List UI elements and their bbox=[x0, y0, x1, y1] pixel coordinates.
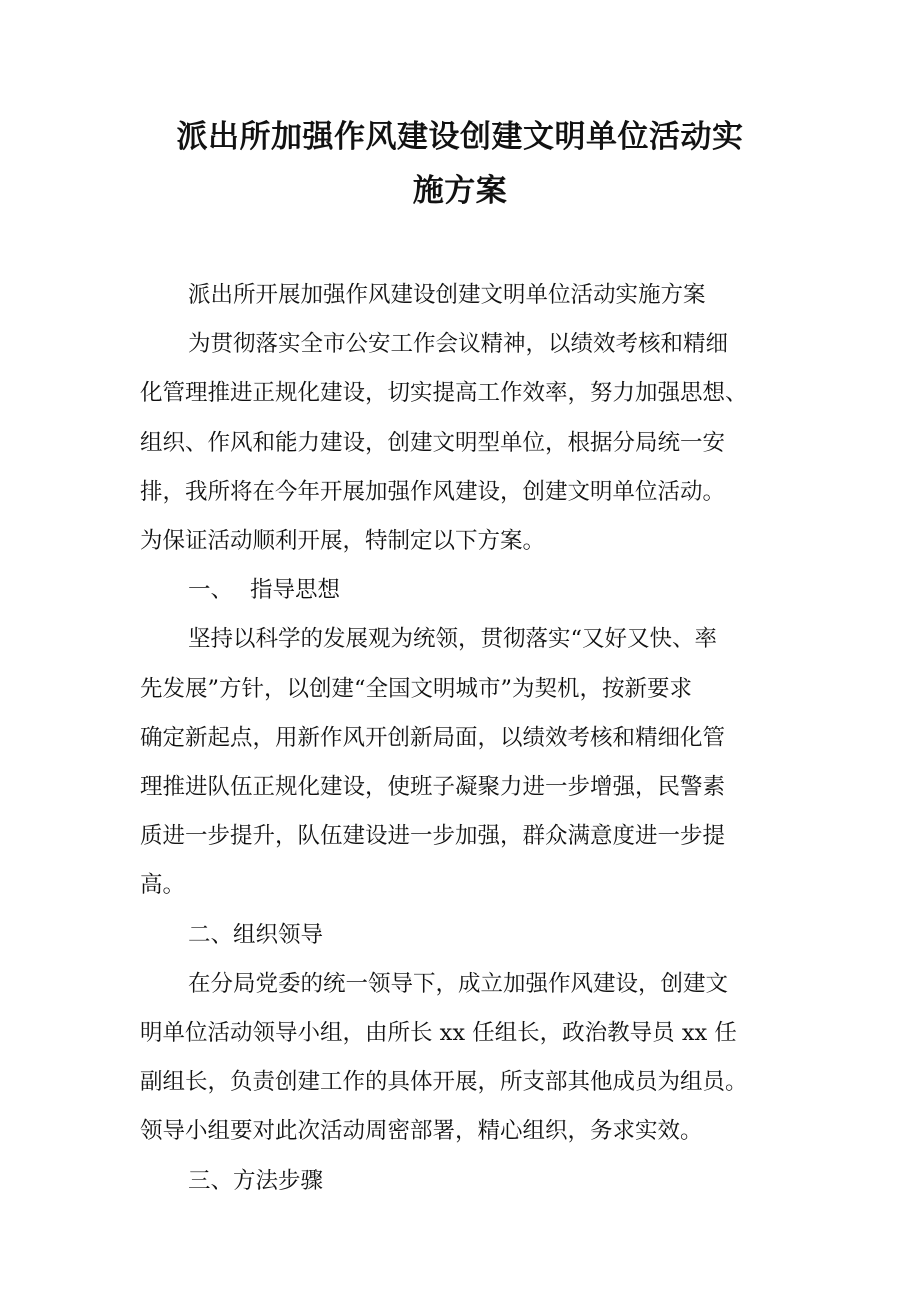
section-1-line-2: 先发展”方针，以创建“全国文明城市”为契机，按新要求 bbox=[140, 675, 693, 702]
intro-line-4: 排，我所将在今年开展加强作风建设，创建文明单位活动。 bbox=[140, 478, 726, 505]
section-1-number: 一、 bbox=[188, 577, 234, 604]
document-title bbox=[120, 110, 800, 218]
section-1-heading: 指导思想 bbox=[250, 577, 341, 604]
section-1-line-3: 确定新起点，用新作风开创新局面，以绩效考核和精细化管 bbox=[140, 724, 726, 751]
section-2-line-4: 领导小组要对此次活动周密部署，精心组织，务求实效。 bbox=[140, 1118, 703, 1145]
title-line-1: 派出所加强作风建设创建文明单位活动实 bbox=[176, 119, 744, 155]
section-3-heading: 三、方法步骤 bbox=[188, 1167, 324, 1194]
section-2-line-1: 在分局党委的统一领导下，成立加强作风建设，创建文 bbox=[188, 970, 729, 997]
title-line-2: 施方案 bbox=[412, 173, 508, 209]
section-1-line-4: 理推进队伍正规化建设，使班子凝聚力进一步增强，民警素 bbox=[140, 774, 726, 801]
section-1-line-1: 坚持以科学的发展观为统领，贯彻落实“又好又快、率 bbox=[188, 626, 718, 653]
section-2-heading: 二、组织领导 bbox=[188, 921, 324, 948]
subtitle-line: 派出所开展加强作风建设创建文明单位活动实施方案 bbox=[188, 282, 706, 308]
document-body bbox=[140, 271, 782, 1206]
intro-line-3: 组织、作风和能力建设，创建文明型单位，根据分局统一安 bbox=[140, 429, 726, 456]
intro-line-2: 化管理推进正规化建设，切实提高工作效率，努力加强思想、 bbox=[140, 380, 748, 407]
section-1-line-6: 高。 bbox=[140, 872, 186, 899]
section-1-heading-line bbox=[140, 566, 782, 615]
section-2-line-2: 明单位活动领导小组，由所长 xx 任组长，政治教导员 xx 任 bbox=[140, 1020, 737, 1047]
intro-line-1: 为贯彻落实全市公安工作会议精神，以绩效考核和精细 bbox=[188, 331, 729, 358]
section-1-line-5: 质进一步提升，队伍建设进一步加强，群众满意度进一步提 bbox=[140, 823, 726, 850]
section-2-line-3: 副组长，负责创建工作的具体开展，所支部其他成员为组员。 bbox=[140, 1069, 748, 1096]
intro-line-5: 为保证活动顺利开展，特制定以下方案。 bbox=[140, 528, 546, 555]
